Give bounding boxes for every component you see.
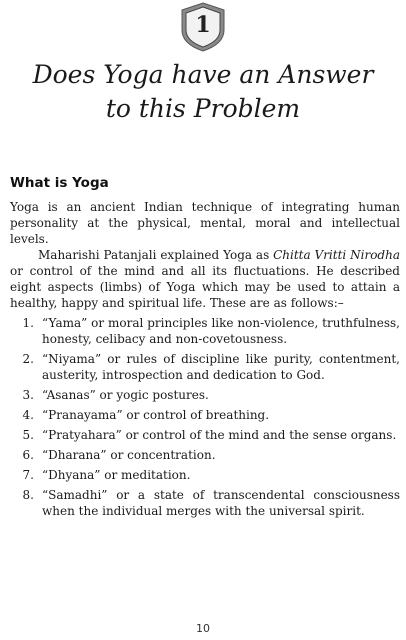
paragraph2-italic-term: Chitta Vritti Nirodha — [273, 248, 400, 262]
list-item — [10, 427, 400, 443]
chapter-title — [0, 58, 406, 126]
paragraph-intro: Yoga is an ancient Indian technique of integrating human personality at the physical, mental, moral and intellectual levels. — [10, 200, 400, 246]
list-item-text: “Asanas” or yogic postures. — [42, 388, 209, 402]
list-item-number: 2. — [22, 352, 34, 366]
list-item — [10, 407, 400, 423]
list-item-text: “Niyama” or rules of discipline like purity, contentment, austerity, introspection and dedication to God. — [42, 352, 400, 382]
list-item-text: “Yama” or moral principles like non-violence, truthfulness, honesty, celibacy and non-covetousness. — [42, 316, 400, 346]
list-item-number: 8. — [22, 488, 34, 502]
section-heading: What is Yoga — [10, 175, 109, 191]
page-number: 10 — [196, 622, 210, 635]
chapter-title-line2: to this Problem — [105, 94, 301, 123]
list-item-number: 3. — [22, 388, 34, 402]
list-item-text: “Samadhi” or a state of transcendental consciousness when the individual merges with the universal spirit. — [42, 488, 400, 518]
list-item-text: “Dharana” or concentration. — [42, 448, 216, 462]
list-item — [10, 447, 400, 463]
list-item — [10, 315, 400, 347]
list-item-number: 1. — [22, 316, 34, 330]
body-text — [10, 199, 400, 519]
chapter-number: 1 — [195, 12, 211, 38]
list-item-text: “Dhyana” or meditation. — [42, 468, 191, 482]
paragraph2-end: or control of the mind and all its fluctuations. He described eight aspects (limbs) of Yoga which may be used to attain a healthy, happy and spiritual life. These are as follows:– — [10, 264, 400, 310]
chapter-title-line1: Does Yoga have an Answer — [32, 60, 374, 89]
list-item-number: 7. — [22, 468, 34, 482]
paragraph2-start: Maharishi Patanjali explained Yoga as — [38, 248, 274, 262]
list-item-text: “Pranayama” or control of breathing. — [42, 408, 270, 422]
paragraph-patanjali — [10, 247, 400, 311]
list-item — [10, 387, 400, 403]
list-item — [10, 351, 400, 383]
list-item-number: 5. — [22, 428, 34, 442]
list-item-number: 6. — [22, 448, 34, 462]
list-item — [10, 487, 400, 519]
aspects-list — [10, 315, 400, 519]
list-item-number: 4. — [22, 408, 34, 422]
list-item — [10, 467, 400, 483]
list-item-text: “Pratyahara” or control of the mind and the sense organs. — [42, 428, 397, 442]
